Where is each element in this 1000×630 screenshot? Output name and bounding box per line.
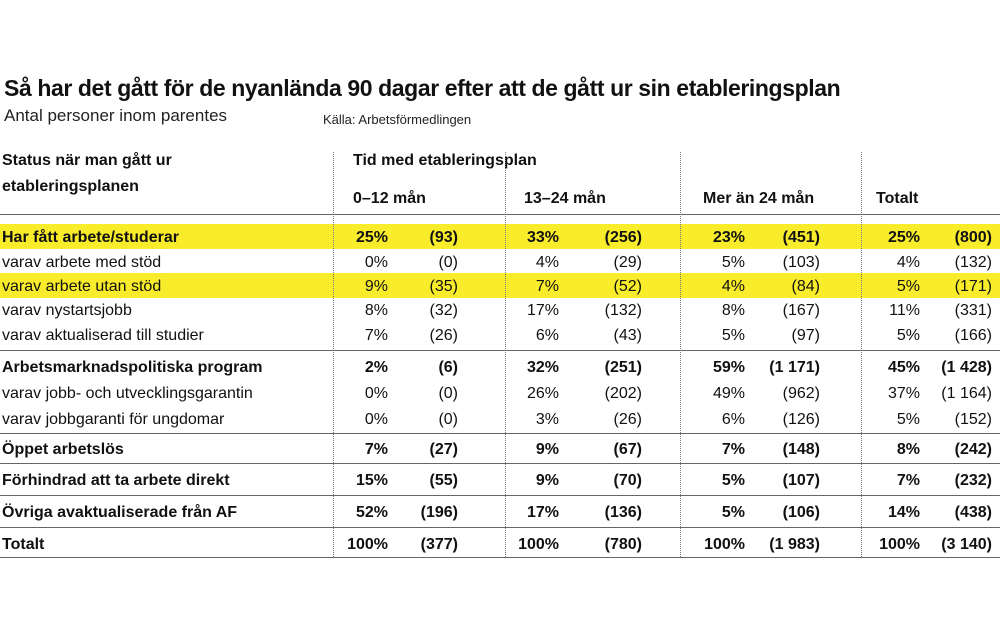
count-cell: (202): [604, 385, 642, 402]
percent-cell: 49%: [712, 385, 745, 402]
percent-cell: 33%: [526, 229, 559, 246]
row-divider: [0, 350, 1000, 351]
row-divider: [0, 433, 1000, 434]
count-cell: (377): [420, 536, 458, 553]
count-cell: (35): [429, 278, 458, 295]
percent-cell: 59%: [712, 359, 745, 376]
count-cell: (93): [429, 229, 458, 246]
row-label: Totalt: [2, 536, 45, 553]
count-cell: (196): [420, 504, 458, 521]
percent-cell: 8%: [364, 302, 388, 319]
percent-cell: 52%: [355, 504, 388, 521]
percent-cell: 7%: [364, 327, 388, 344]
row-label: Förhindrad att ta arbete direkt: [2, 472, 230, 489]
count-cell: (152): [954, 411, 992, 428]
percent-cell: 37%: [887, 385, 920, 402]
count-cell: (438): [954, 504, 992, 521]
row-divider: [0, 557, 1000, 558]
table-row: [0, 274, 1000, 299]
count-cell: (126): [782, 411, 820, 428]
row-divider: [0, 495, 1000, 496]
percent-cell: 9%: [535, 472, 559, 489]
percent-cell: 100%: [347, 536, 388, 553]
count-cell: (67): [613, 441, 642, 458]
status-header-line2: etableringsplanen: [2, 178, 139, 195]
row-label: Arbetsmarknadspolitiska program: [2, 359, 263, 376]
percent-cell: 5%: [721, 504, 745, 521]
percent-cell: 9%: [535, 441, 559, 458]
column-divider: [505, 152, 506, 557]
percent-cell: 15%: [355, 472, 388, 489]
count-cell: (1 428): [941, 359, 992, 376]
percent-cell: 100%: [704, 536, 745, 553]
count-cell: (6): [438, 359, 458, 376]
percent-cell: 5%: [721, 472, 745, 489]
table-row: [0, 323, 1000, 348]
table-row: [0, 437, 1000, 462]
count-cell: (166): [954, 327, 992, 344]
percent-cell: 7%: [364, 441, 388, 458]
percent-cell: 0%: [364, 385, 388, 402]
count-cell: (242): [954, 441, 992, 458]
percent-cell: 25%: [887, 229, 920, 246]
row-divider: [0, 214, 1000, 215]
count-cell: (97): [791, 327, 820, 344]
percent-cell: 5%: [721, 254, 745, 271]
count-cell: (27): [429, 441, 458, 458]
percent-cell: 100%: [518, 536, 559, 553]
row-divider: [0, 463, 1000, 464]
column-header-over-24: Mer än 24 mån: [703, 190, 815, 207]
count-cell: (3 140): [941, 536, 992, 553]
column-divider: [333, 152, 334, 557]
percent-cell: 0%: [364, 411, 388, 428]
percent-cell: 3%: [535, 411, 559, 428]
row-divider: [0, 527, 1000, 528]
row-label: varav aktualiserad till studier: [2, 327, 204, 344]
row-label: Övriga avaktualiserade från AF: [2, 504, 238, 521]
percent-cell: 6%: [535, 327, 559, 344]
percent-cell: 4%: [896, 254, 920, 271]
count-cell: (1 171): [769, 359, 820, 376]
count-cell: (171): [954, 278, 992, 295]
count-cell: (32): [429, 302, 458, 319]
table-row: [0, 225, 1000, 250]
percent-cell: 7%: [535, 278, 559, 295]
page-title: Så har det gått för de nyanlända 90 dagar efter att de gått ur sin etableringsplan: [4, 75, 841, 101]
percent-cell: 6%: [721, 411, 745, 428]
count-cell: (26): [429, 327, 458, 344]
count-cell: (136): [604, 504, 642, 521]
table-row: [0, 355, 1000, 380]
count-cell: (70): [613, 472, 642, 489]
column-header-13-24: 13–24 mån: [524, 190, 606, 207]
count-cell: (0): [438, 385, 458, 402]
table-row: [0, 532, 1000, 557]
count-cell: (148): [782, 441, 820, 458]
percent-cell: 32%: [526, 359, 559, 376]
group-header: Tid med etableringsplan: [353, 152, 537, 169]
count-cell: (84): [791, 278, 820, 295]
percent-cell: 4%: [535, 254, 559, 271]
column-divider: [861, 152, 862, 557]
percent-cell: 26%: [526, 385, 559, 402]
percent-cell: 100%: [879, 536, 920, 553]
percent-cell: 5%: [896, 278, 920, 295]
percent-cell: 5%: [896, 411, 920, 428]
percent-cell: 17%: [526, 504, 559, 521]
count-cell: (132): [604, 302, 642, 319]
count-cell: (0): [438, 411, 458, 428]
table-row: [0, 407, 1000, 432]
subtitle: Antal personer inom parentes: [4, 106, 228, 125]
count-cell: (780): [604, 536, 642, 553]
count-cell: (106): [782, 504, 820, 521]
count-cell: (451): [782, 229, 820, 246]
count-cell: (251): [604, 359, 642, 376]
percent-cell: 2%: [364, 359, 388, 376]
percent-cell: 5%: [721, 327, 745, 344]
table-row: [0, 468, 1000, 493]
percent-cell: 23%: [712, 229, 745, 246]
count-cell: (55): [429, 472, 458, 489]
column-header-0-12: 0–12 mån: [353, 190, 426, 207]
row-label: Har fått arbete/studerar: [2, 229, 179, 246]
count-cell: (43): [613, 327, 642, 344]
count-cell: (52): [613, 278, 642, 295]
percent-cell: 45%: [887, 359, 920, 376]
count-cell: (331): [954, 302, 992, 319]
table-row: [0, 381, 1000, 406]
count-cell: (962): [782, 385, 820, 402]
count-cell: (232): [954, 472, 992, 489]
row-label: varav nystartsjobb: [2, 302, 132, 319]
column-divider: [680, 152, 681, 557]
count-cell: (103): [782, 254, 820, 271]
count-cell: (26): [613, 411, 642, 428]
column-header-total: Totalt: [876, 190, 919, 207]
row-label: varav arbete med stöd: [2, 254, 162, 271]
percent-cell: 17%: [526, 302, 559, 319]
row-label: varav jobb- och utvecklingsgarantin: [2, 385, 253, 402]
count-cell: (0): [438, 254, 458, 271]
count-cell: (1 164): [941, 385, 992, 402]
row-label: Öppet arbetslös: [2, 441, 124, 458]
count-cell: (1 983): [769, 536, 820, 553]
row-label: varav jobbgaranti för ungdomar: [2, 411, 225, 428]
percent-cell: 0%: [364, 254, 388, 271]
percent-cell: 4%: [721, 278, 745, 295]
percent-cell: 14%: [887, 504, 920, 521]
count-cell: (800): [954, 229, 992, 246]
status-header-line1: Status när man gått ur: [2, 152, 172, 169]
table-row: [0, 298, 1000, 323]
percent-cell: 11%: [889, 302, 920, 319]
count-cell: (29): [613, 254, 642, 271]
percent-cell: 7%: [896, 472, 920, 489]
percent-cell: 8%: [721, 302, 745, 319]
percent-cell: 5%: [896, 327, 920, 344]
percent-cell: 25%: [355, 229, 388, 246]
table-row: [0, 500, 1000, 525]
percent-cell: 7%: [721, 441, 745, 458]
count-cell: (167): [782, 302, 820, 319]
table-row: [0, 250, 1000, 275]
row-label: varav arbete utan stöd: [2, 278, 162, 295]
source-note: Källa: Arbetsförmedlingen: [323, 112, 472, 127]
count-cell: (256): [604, 229, 642, 246]
percent-cell: 9%: [364, 278, 388, 295]
count-cell: (132): [954, 254, 992, 271]
count-cell: (107): [782, 472, 820, 489]
percent-cell: 8%: [896, 441, 920, 458]
